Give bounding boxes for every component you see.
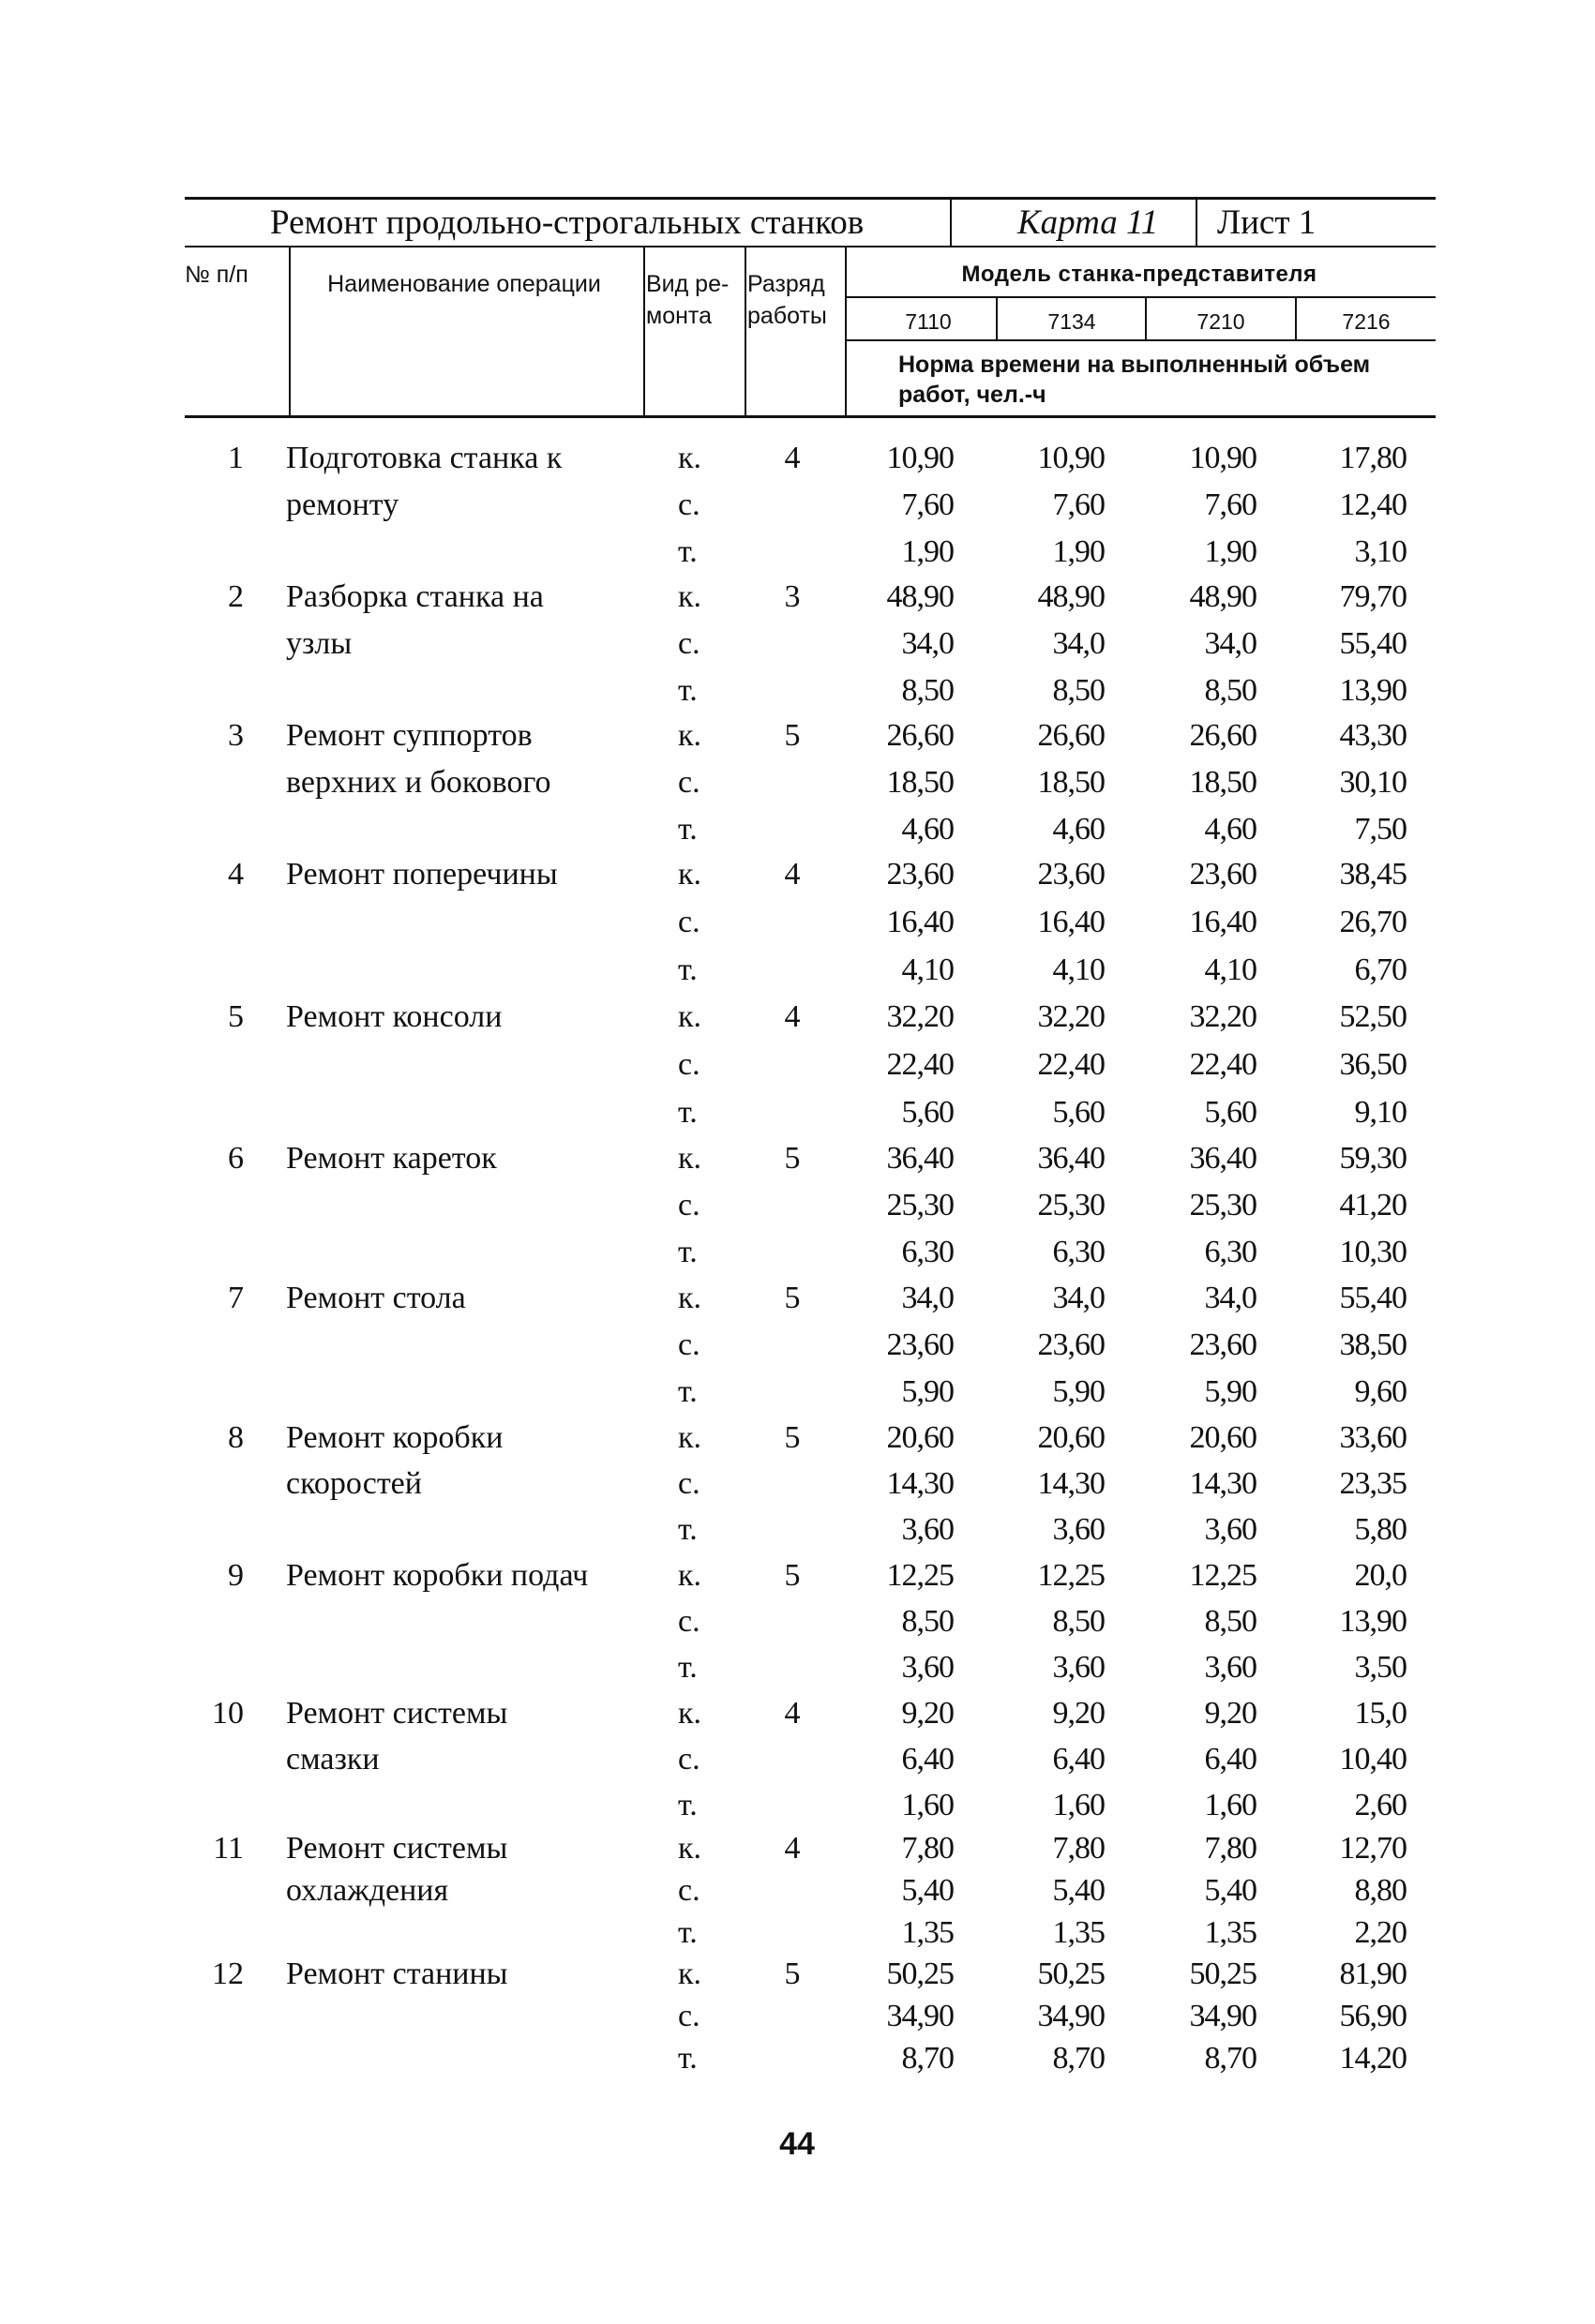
- operation-name: охлаждения: [286, 1873, 449, 1908]
- operation-name: верхних и бокового: [286, 765, 551, 800]
- norm-value: 15,0: [1354, 1696, 1407, 1731]
- row-number: 6: [228, 1141, 244, 1176]
- norm-value: 5,90: [901, 1374, 954, 1409]
- norm-value: 52,50: [1339, 999, 1407, 1034]
- work-grade: 5: [784, 1141, 801, 1176]
- norm-value: 12,25: [1037, 1558, 1105, 1593]
- norm-value: 48,90: [1037, 579, 1105, 614]
- norm-value: 10,90: [1037, 441, 1105, 475]
- norm-value: 12,40: [1339, 487, 1407, 522]
- work-grade: 5: [784, 1281, 801, 1315]
- repair-kind: т.: [678, 1915, 698, 1950]
- repair-kind: т.: [678, 1650, 698, 1685]
- norm-value: 36,40: [1037, 1141, 1105, 1176]
- norm-value: 1,60: [1052, 1788, 1105, 1822]
- repair-kind: к.: [678, 1696, 702, 1731]
- norm-value: 1,90: [1052, 534, 1105, 569]
- norm-value: 23,35: [1339, 1466, 1407, 1501]
- norm-value: 5,60: [1052, 1095, 1105, 1130]
- header-norma-rule: [846, 339, 1436, 341]
- norm-value: 30,10: [1339, 765, 1407, 800]
- norm-value: 26,70: [1339, 905, 1407, 939]
- norm-value: 5,90: [1052, 1374, 1105, 1409]
- repair-kind: с.: [678, 1047, 700, 1082]
- norm-value: 8,50: [1204, 673, 1256, 708]
- header-vline-3: [745, 247, 746, 417]
- norm-value: 26,60: [886, 718, 954, 753]
- norm-value: 9,20: [1052, 1696, 1105, 1731]
- work-grade: 3: [784, 579, 801, 614]
- norm-value: 7,80: [901, 1831, 954, 1866]
- norm-value: 9,20: [901, 1696, 954, 1731]
- norm-value: 8,50: [901, 673, 954, 708]
- norm-value: 20,0: [1354, 1558, 1407, 1593]
- row-number: 5: [228, 999, 244, 1034]
- repair-kind: к.: [678, 1420, 702, 1455]
- norm-value: 8,70: [901, 2041, 954, 2076]
- repair-kind: т.: [678, 2041, 698, 2076]
- norm-value: 48,90: [886, 579, 954, 614]
- norm-value: 36,40: [886, 1141, 954, 1176]
- norm-value: 48,90: [1189, 579, 1256, 614]
- operation-name: Ремонт коробки подач: [286, 1558, 589, 1593]
- row-number: 2: [228, 579, 244, 614]
- repair-kind: с.: [678, 626, 700, 661]
- repair-kind: к.: [678, 1558, 702, 1593]
- repair-kind: к.: [678, 441, 702, 475]
- norm-value: 23,60: [1189, 1327, 1256, 1362]
- norm-value: 26,60: [1189, 718, 1256, 753]
- norm-value: 50,25: [1189, 1957, 1256, 1991]
- norm-value: 8,70: [1204, 2041, 1256, 2076]
- title-divider-1: [950, 199, 952, 247]
- norm-value: 4,60: [901, 812, 954, 847]
- norm-value: 32,20: [886, 999, 954, 1034]
- work-grade: 4: [784, 1696, 801, 1731]
- norm-value: 6,30: [901, 1235, 954, 1269]
- work-grade: 5: [784, 718, 801, 753]
- norm-value: 7,60: [901, 487, 954, 522]
- page-title: Ремонт продольно-строгальных станков: [270, 203, 865, 242]
- norm-value: 25,30: [1037, 1188, 1105, 1222]
- row-number: 11: [213, 1831, 244, 1866]
- row-number: 10: [212, 1696, 244, 1731]
- norm-value: 25,30: [886, 1188, 954, 1222]
- repair-kind: с.: [678, 1188, 700, 1222]
- norm-value: 5,40: [901, 1873, 954, 1908]
- norm-value: 20,60: [1189, 1420, 1256, 1455]
- norm-value: 26,60: [1037, 718, 1105, 753]
- norm-value: 17,80: [1339, 441, 1407, 475]
- norm-value: 23,60: [1037, 1327, 1105, 1362]
- norm-value: 14,20: [1339, 2041, 1407, 2076]
- norm-value: 2,20: [1354, 1915, 1407, 1950]
- row-number: 7: [228, 1281, 244, 1315]
- repair-kind: т.: [678, 952, 698, 987]
- norm-value: 22,40: [1189, 1047, 1256, 1082]
- norm-value: 7,80: [1052, 1831, 1105, 1866]
- norm-value: 1,60: [1204, 1788, 1256, 1822]
- norm-value: 34,0: [901, 1281, 954, 1315]
- norm-value: 1,35: [901, 1915, 954, 1950]
- norm-value: 6,40: [1204, 1742, 1256, 1777]
- title-top-rule: [185, 197, 1436, 200]
- header-norm: Норма времени на выполненный объем работ, чел.-ч: [898, 352, 1371, 408]
- repair-kind: с.: [678, 905, 700, 939]
- norm-value: 16,40: [886, 905, 954, 939]
- header-model: Модель станка-представителя: [961, 262, 1317, 287]
- operation-name: Ремонт станины: [286, 1957, 508, 1991]
- operation-name: Ремонт консоли: [286, 999, 503, 1034]
- header-model-7134: 7134: [1047, 309, 1096, 334]
- operation-name: Подготовка станка к: [286, 441, 563, 475]
- norm-value: 8,50: [1052, 1604, 1105, 1639]
- norm-value: 1,90: [1204, 534, 1256, 569]
- norm-value: 5,60: [901, 1095, 954, 1130]
- norm-value: 13,90: [1339, 673, 1407, 708]
- norm-value: 34,90: [1189, 1999, 1256, 2033]
- row-number: 9: [228, 1558, 244, 1593]
- norm-value: 6,70: [1354, 952, 1407, 987]
- row-number: 8: [228, 1420, 244, 1455]
- norm-value: 3,60: [1052, 1512, 1105, 1547]
- norm-value: 1,60: [901, 1788, 954, 1822]
- norm-value: 8,70: [1052, 2041, 1105, 2076]
- norm-value: 1,90: [901, 534, 954, 569]
- norm-value: 79,70: [1339, 579, 1407, 614]
- norm-value: 50,25: [886, 1957, 954, 1991]
- norm-value: 9,60: [1354, 1374, 1407, 1409]
- repair-kind: к.: [678, 1281, 702, 1315]
- operation-name: Ремонт системы: [286, 1831, 508, 1866]
- norm-value: 7,60: [1204, 487, 1256, 522]
- norm-value: 14,30: [1037, 1466, 1105, 1501]
- page-number: 44: [779, 2126, 815, 2162]
- repair-kind: т.: [678, 673, 698, 708]
- repair-kind: т.: [678, 1374, 698, 1409]
- norm-value: 14,30: [886, 1466, 954, 1501]
- repair-kind: к.: [678, 999, 702, 1034]
- operation-name: ремонту: [286, 487, 399, 522]
- norm-value: 6,40: [1052, 1742, 1105, 1777]
- norm-value: 5,40: [1052, 1873, 1105, 1908]
- norm-value: 34,0: [1204, 626, 1256, 661]
- sheet-number: Лист 1: [1217, 203, 1317, 242]
- norm-value: 10,90: [886, 441, 954, 475]
- repair-kind: к.: [678, 718, 702, 753]
- operation-name: Ремонт стола: [286, 1281, 466, 1315]
- norm-value: 7,80: [1204, 1831, 1256, 1866]
- norm-value: 34,0: [1052, 626, 1105, 661]
- repair-kind: с.: [678, 487, 700, 522]
- row-number: 12: [212, 1957, 244, 1991]
- repair-kind: к.: [678, 1141, 702, 1176]
- norm-value: 10,90: [1189, 441, 1256, 475]
- row-number: 3: [228, 718, 244, 753]
- norm-value: 2,60: [1354, 1788, 1407, 1822]
- norm-value: 25,30: [1189, 1188, 1256, 1222]
- header-model-7210: 7210: [1196, 309, 1245, 334]
- norm-value: 34,0: [1204, 1281, 1256, 1315]
- header-number: № п/п: [185, 262, 248, 288]
- norm-value: 7,60: [1052, 487, 1105, 522]
- norm-value: 59,30: [1339, 1141, 1407, 1176]
- norm-value: 4,10: [1204, 952, 1256, 987]
- norm-value: 3,60: [1204, 1512, 1256, 1547]
- norm-value: 10,40: [1339, 1742, 1407, 1777]
- norm-value: 43,30: [1339, 718, 1407, 753]
- work-grade: 5: [784, 1957, 801, 1991]
- norm-value: 18,50: [1037, 765, 1105, 800]
- norm-value: 38,50: [1339, 1327, 1407, 1362]
- repair-kind: т.: [678, 1235, 698, 1269]
- norm-value: 16,40: [1037, 905, 1105, 939]
- norm-value: 13,90: [1339, 1604, 1407, 1639]
- repair-kind: с.: [678, 1873, 700, 1908]
- norm-value: 12,25: [886, 1558, 954, 1593]
- norm-value: 8,50: [901, 1604, 954, 1639]
- repair-kind: к.: [678, 1957, 702, 1991]
- norm-value: 23,60: [1037, 857, 1105, 892]
- norm-value: 22,40: [886, 1047, 954, 1082]
- operation-name: скоростей: [286, 1466, 422, 1501]
- norm-value: 10,30: [1339, 1235, 1407, 1269]
- norm-value: 3,50: [1354, 1650, 1407, 1685]
- norm-value: 34,90: [886, 1999, 954, 2033]
- norm-value: 3,60: [901, 1512, 954, 1547]
- repair-kind: т.: [678, 812, 698, 847]
- norm-value: 36,40: [1189, 1141, 1256, 1176]
- norm-value: 32,20: [1189, 999, 1256, 1034]
- operation-name: Ремонт коробки: [286, 1420, 504, 1455]
- header-model-7110: 7110: [905, 309, 952, 334]
- norm-value: 3,60: [1052, 1650, 1105, 1685]
- norm-value: 1,35: [1204, 1915, 1256, 1950]
- norm-value: 14,30: [1189, 1466, 1256, 1501]
- norm-value: 50,25: [1037, 1957, 1105, 1991]
- norm-value: 6,30: [1204, 1235, 1256, 1269]
- repair-kind: с.: [678, 1604, 700, 1639]
- norm-value: 12,25: [1189, 1558, 1256, 1593]
- norm-value: 23,60: [886, 1327, 954, 1362]
- card-number: Карта 11: [1017, 203, 1159, 242]
- work-grade: 5: [784, 1558, 801, 1593]
- norm-value: 34,0: [901, 626, 954, 661]
- norm-value: 81,90: [1339, 1957, 1407, 1991]
- operation-name: Ремонт системы: [286, 1696, 508, 1731]
- norm-value: 23,60: [1189, 857, 1256, 892]
- norm-value: 38,45: [1339, 857, 1407, 892]
- operation-name: Ремонт поперечины: [286, 857, 558, 892]
- norm-value: 9,20: [1204, 1696, 1256, 1731]
- repair-kind: с.: [678, 1999, 700, 2033]
- work-grade: 4: [784, 441, 801, 475]
- norm-value: 8,80: [1354, 1873, 1407, 1908]
- norm-value: 34,90: [1037, 1999, 1105, 2033]
- norm-value: 5,40: [1204, 1873, 1256, 1908]
- norm-value: 23,60: [886, 857, 954, 892]
- work-grade: 4: [784, 1831, 801, 1866]
- norm-value: 18,50: [886, 765, 954, 800]
- header-bottom-rule: [185, 415, 1436, 418]
- norm-value: 8,50: [1052, 673, 1105, 708]
- norm-value: 33,60: [1339, 1420, 1407, 1455]
- norm-value: 4,60: [1204, 812, 1256, 847]
- norm-value: 6,30: [1052, 1235, 1105, 1269]
- operation-name: смазки: [286, 1742, 380, 1777]
- norm-value: 20,60: [1037, 1420, 1105, 1455]
- repair-kind: с.: [678, 1742, 700, 1777]
- repair-kind: к.: [678, 857, 702, 892]
- repair-kind: к.: [678, 1831, 702, 1866]
- row-number: 4: [228, 857, 244, 892]
- norm-value: 32,20: [1037, 999, 1105, 1034]
- norm-value: 4,60: [1052, 812, 1105, 847]
- header-operation-name: Наименование операции: [327, 271, 601, 297]
- norm-value: 5,90: [1204, 1374, 1256, 1409]
- title-bottom-rule: [185, 246, 1436, 247]
- operation-name: Ремонт кареток: [286, 1141, 497, 1176]
- norm-value: 6,40: [901, 1742, 954, 1777]
- norm-value: 18,50: [1189, 765, 1256, 800]
- norm-value: 55,40: [1339, 1281, 1407, 1315]
- repair-kind: с.: [678, 1466, 700, 1501]
- norm-value: 7,50: [1354, 812, 1407, 847]
- norm-value: 3,60: [1204, 1650, 1256, 1685]
- header-model-7216: 7216: [1342, 309, 1391, 334]
- norm-value: 22,40: [1037, 1047, 1105, 1082]
- work-grade: 5: [784, 1420, 801, 1455]
- norm-value: 5,80: [1354, 1512, 1407, 1547]
- norm-value: 41,20: [1339, 1188, 1407, 1222]
- norm-value: 56,90: [1339, 1999, 1407, 2033]
- repair-kind: т.: [678, 534, 698, 569]
- norm-value: 55,40: [1339, 626, 1407, 661]
- norm-value: 9,10: [1354, 1095, 1407, 1130]
- repair-kind: с.: [678, 1327, 700, 1362]
- operation-name: Разборка станка на: [286, 579, 544, 614]
- row-number: 1: [228, 441, 244, 475]
- repair-kind: с.: [678, 765, 700, 800]
- norm-value: 1,35: [1052, 1915, 1105, 1950]
- repair-kind: т.: [678, 1788, 698, 1822]
- norm-value: 5,60: [1204, 1095, 1256, 1130]
- title-divider-2: [1196, 199, 1197, 247]
- norm-value: 36,50: [1339, 1047, 1407, 1082]
- norm-value: 16,40: [1189, 905, 1256, 939]
- norm-value: 34,0: [1052, 1281, 1105, 1315]
- operation-name: Ремонт суппортов: [286, 718, 533, 753]
- norm-value: 3,60: [901, 1650, 954, 1685]
- header-vline-2: [643, 247, 645, 417]
- norm-value: 4,10: [901, 952, 954, 987]
- repair-kind: т.: [678, 1512, 698, 1547]
- norm-value: 8,50: [1204, 1604, 1256, 1639]
- norm-value: 12,70: [1339, 1831, 1407, 1866]
- norm-value: 20,60: [886, 1420, 954, 1455]
- header-model-rule: [846, 296, 1436, 298]
- repair-kind: к.: [678, 579, 702, 614]
- norm-value: 4,10: [1052, 952, 1105, 987]
- work-grade: 4: [784, 857, 801, 892]
- header-repair-kind: Вид ре-монта: [646, 271, 730, 329]
- operation-name: узлы: [286, 626, 353, 661]
- work-grade: 4: [784, 999, 801, 1034]
- repair-kind: т.: [678, 1095, 698, 1130]
- norm-value: 3,10: [1354, 534, 1407, 569]
- header-work-grade: Разряд работы: [747, 271, 827, 329]
